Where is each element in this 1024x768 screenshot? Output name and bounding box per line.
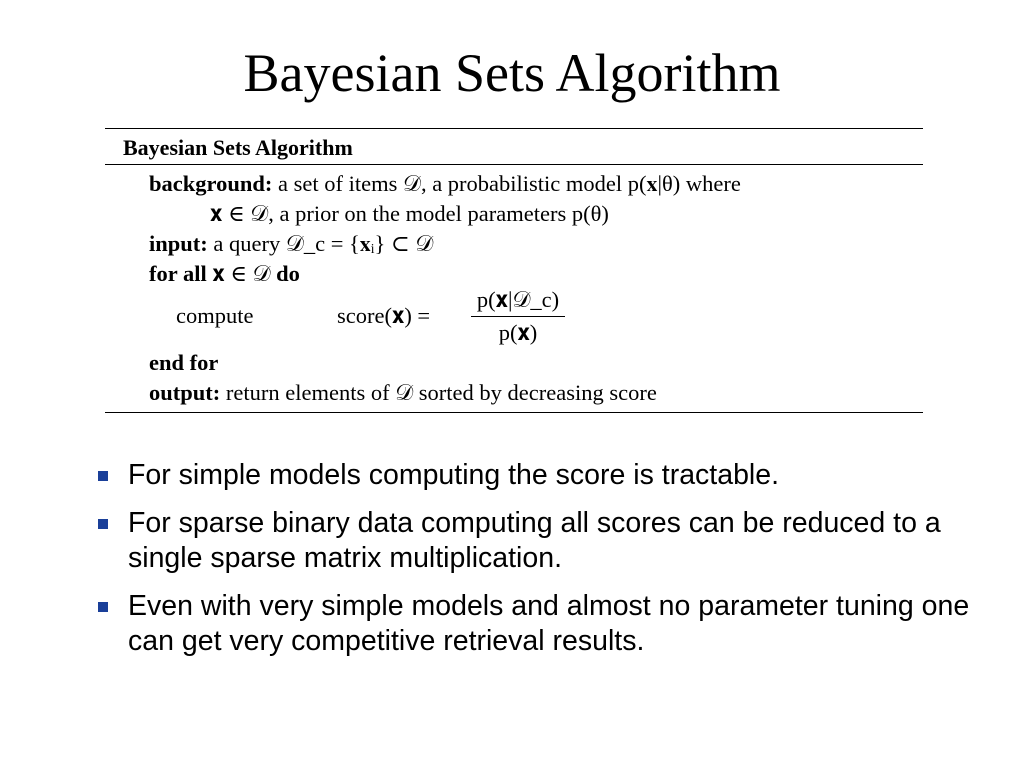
score-lhs: score(𝐱) = — [337, 303, 431, 328]
bullet-item — [98, 458, 978, 493]
score-denominator: p(𝐱) — [498, 320, 538, 345]
background-line-2 — [210, 200, 609, 228]
input-label: input: — [149, 231, 208, 256]
do-label: do — [276, 261, 300, 286]
output-text: return elements of 𝒟 sorted by decreasing score — [225, 380, 657, 405]
bullet-list — [98, 458, 978, 672]
bullet-text: For simple models computing the score is tractable. — [128, 459, 780, 491]
bullet-text: Even with very simple models and almost no parameter tuning one can get very competitive retrieval results. — [128, 590, 970, 657]
for-label: for all — [149, 261, 207, 286]
score-fraction — [471, 286, 565, 347]
input-line — [149, 230, 433, 258]
background-label: background: — [149, 171, 273, 196]
background-text-2: 𝐱 ∈ 𝒟, a prior on the model parameters p(θ) — [210, 201, 609, 226]
end-for-line — [149, 349, 218, 377]
for-line — [149, 260, 300, 288]
square-bullet-icon — [98, 519, 108, 529]
for-text: 𝐱 ∈ 𝒟 — [212, 261, 271, 286]
square-bullet-icon — [98, 602, 108, 612]
slide-title: Bayesian Sets Algorithm — [243, 43, 781, 103]
output-label: output: — [149, 380, 221, 405]
fraction-bar — [471, 316, 565, 317]
output-line — [149, 379, 657, 407]
algorithm-box — [105, 128, 923, 413]
compute-label: compute — [176, 303, 254, 328]
top-rule — [105, 128, 923, 129]
square-bullet-icon — [98, 471, 108, 481]
bullet-text: For sparse binary data computing all scores can be reduced to a single sparse matrix multiplication. — [128, 507, 941, 574]
algorithm-heading: Bayesian Sets Algorithm — [123, 135, 353, 160]
score-numerator: p(𝐱|𝒟_c) — [476, 287, 560, 312]
bullet-item — [98, 506, 978, 576]
heading-rule — [105, 164, 923, 165]
end-for-label: end for — [149, 350, 219, 375]
background-line — [149, 170, 741, 198]
bullet-item — [98, 589, 978, 659]
input-text: a query 𝒟_c = {𝐱ᵢ} ⊂ 𝒟 — [213, 231, 434, 256]
background-text: a set of items 𝒟, a probabilistic model p(𝐱|θ) where — [278, 171, 741, 196]
bottom-rule — [105, 412, 923, 413]
